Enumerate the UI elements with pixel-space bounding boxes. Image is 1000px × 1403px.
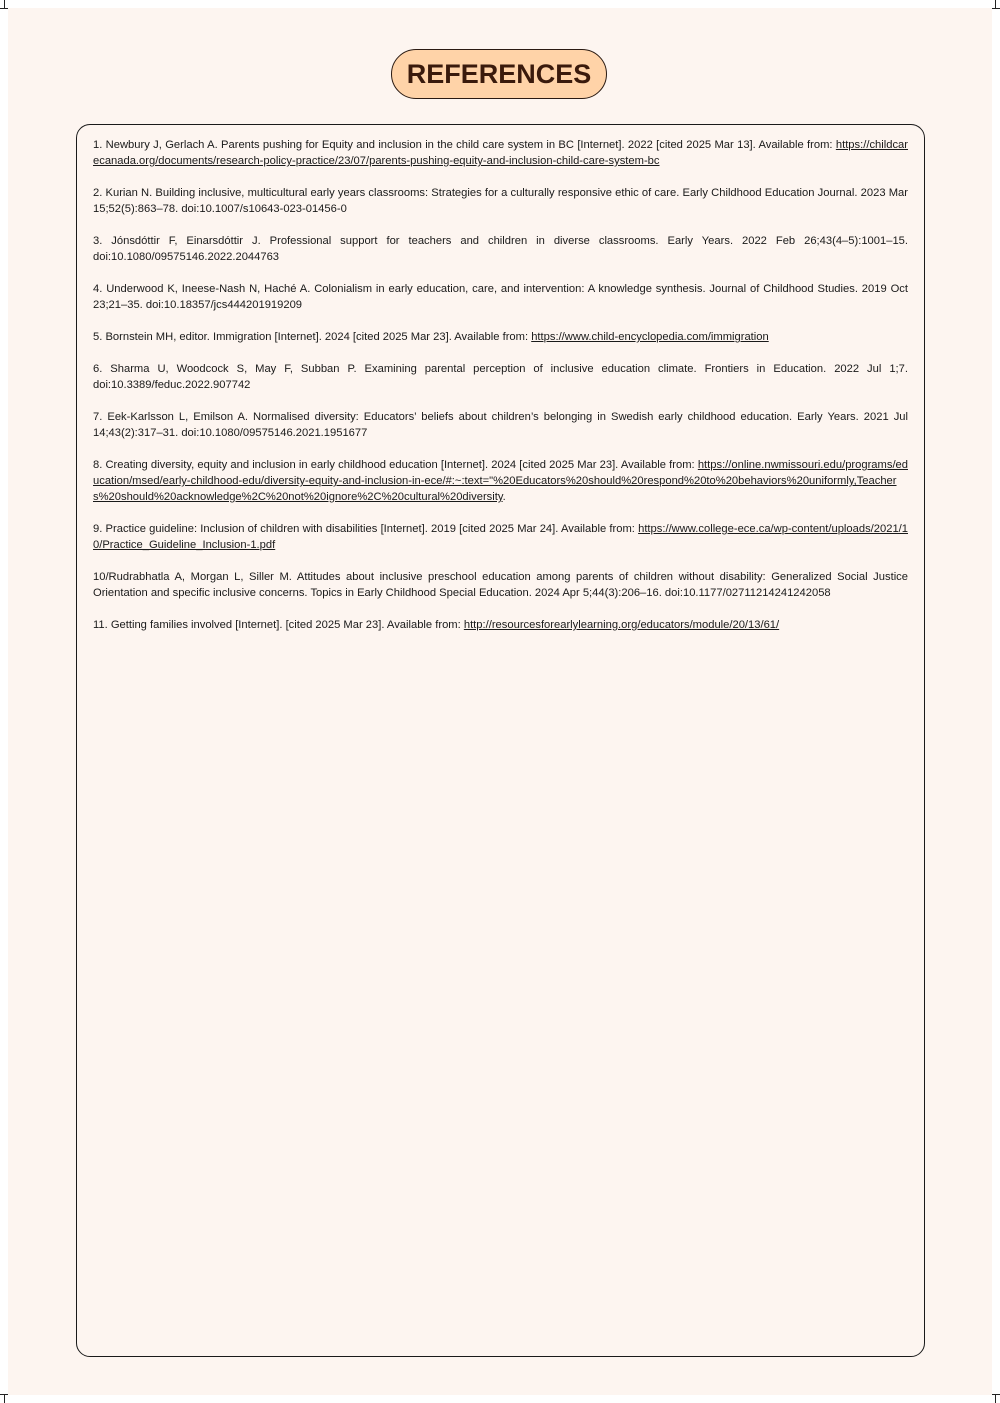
reference-text: 4. Underwood K, Ineese-Nash N, Haché A. Colonialism in early education, care, and intervention: A knowledge synthesis. Journal of Childhood Studies. 2019 Oct 23;21–35. doi:10.18357/jcs444201919209 [93,283,908,311]
reference-link[interactable]: https://www.college-ece.ca/wp-content/uploads/2021/10/Practice_Guideline_Inclusion-1.pdf [93,523,908,551]
crop-mark-bottom-right-v [995,1394,996,1403]
reference-text: 7. Eek-Karlsson L, Emilson A. Normalised diversity: Educators’ beliefs about children’s belonging in Swedish early childhood education. Early Years. 2021 Jul 14;43(2):317–31. doi:10.1080/09575146.2021.1951677 [93,411,908,439]
reference-item [93,185,908,217]
reference-text: 11. Getting families involved [Internet]. [cited 2025 Mar 23]. Available from: [93,619,464,631]
reference-text: 3. Jónsdóttir F, Einarsdóttir J. Professional support for teachers and children in diverse classrooms. Early Years. 2022 Feb 26;43(4–5):1001–15. doi:10.1080/09575146.2022.2044763 [93,235,908,263]
crop-mark-bottom-right-h [991,1394,1000,1395]
reference-text: 1. Newbury J, Gerlach A. Parents pushing for Equity and inclusion in the child care system in BC [Internet]. 2022 [cited 2025 Mar 13]. Available from: [93,139,836,151]
page-title: REFERENCES [406,58,592,89]
reference-item [93,361,908,393]
reference-text: 9. Practice guideline: Inclusion of children with disabilities [Internet]. 2019 [cited 2025 Mar 24]. Available from: [93,523,639,535]
reference-item [93,233,908,265]
reference-text: 8. Creating diversity, equity and inclusion in early childhood education [Internet]. 2024 [cited 2025 Mar 23]. Available from: [93,459,698,471]
reference-link[interactable]: http://resourcesforearlylearning.org/educators/module/20/13/61/ [463,619,780,631]
crop-mark-bottom-left-v [4,1394,5,1403]
reference-text: 10/Rudrabhatla A, Morgan L, Siller M. Attitudes about inclusive preschool education among parents of children without disability: Generalized Social Justice Orientation and specific inclusive concerns. Topics in Early Childhood Special Education. 2024 Apr 5;44(3):206–16. doi:10.1177/02711214241242058 [93,571,908,599]
reference-link[interactable]: https://online.nwmissouri.edu/programs/education/msed/early-childhood-edu/diversity-equity-and-inclusion-in-ece/#:~:text="%20Educators%20should%20respond%20to%20behaviors%20uniformly,Teachers%20should%20acknowledge%2C%20not%20ignore%2C%20cultural%20diversity [93,459,908,503]
reference-link[interactable]: https://www.child-encyclopedia.com/immigration [531,331,769,343]
reference-item [93,617,908,633]
reference-item [93,409,908,441]
reference-item [93,281,908,313]
reference-item [93,137,908,169]
reference-item [93,329,908,345]
reference-text: 5. Bornstein MH, editor. Immigration [Internet]. 2024 [cited 2025 Mar 23]. Available from: [93,331,532,343]
reference-item [93,521,908,553]
reference-text: 6. Sharma U, Woodcock S, May F, Subban P. Examining parental perception of inclusive education climate. Frontiers in Education. 2022 Jul 1;7. doi:10.3389/feduc.2022.907742 [93,363,908,391]
reference-suffix: . [502,491,506,503]
title-badge [391,49,607,99]
reference-item [93,569,908,601]
reference-text: 2. Kurian N. Building inclusive, multicultural early years classrooms: Strategies for a culturally responsive ethic of care. Early Childhood Education Journal. 2023 Mar 15;52(5):863–78. doi:10.1007/s10643-023-01456-0 [93,187,908,215]
reference-item [93,457,908,505]
reference-link[interactable]: https://childcarecanada.org/documents/research-policy-practice/23/07/parents-pushing-equity-and-inclusion-child-care-system-bc [93,139,908,167]
crop-mark-top-right-h [991,8,1000,9]
references-list [93,137,908,649]
